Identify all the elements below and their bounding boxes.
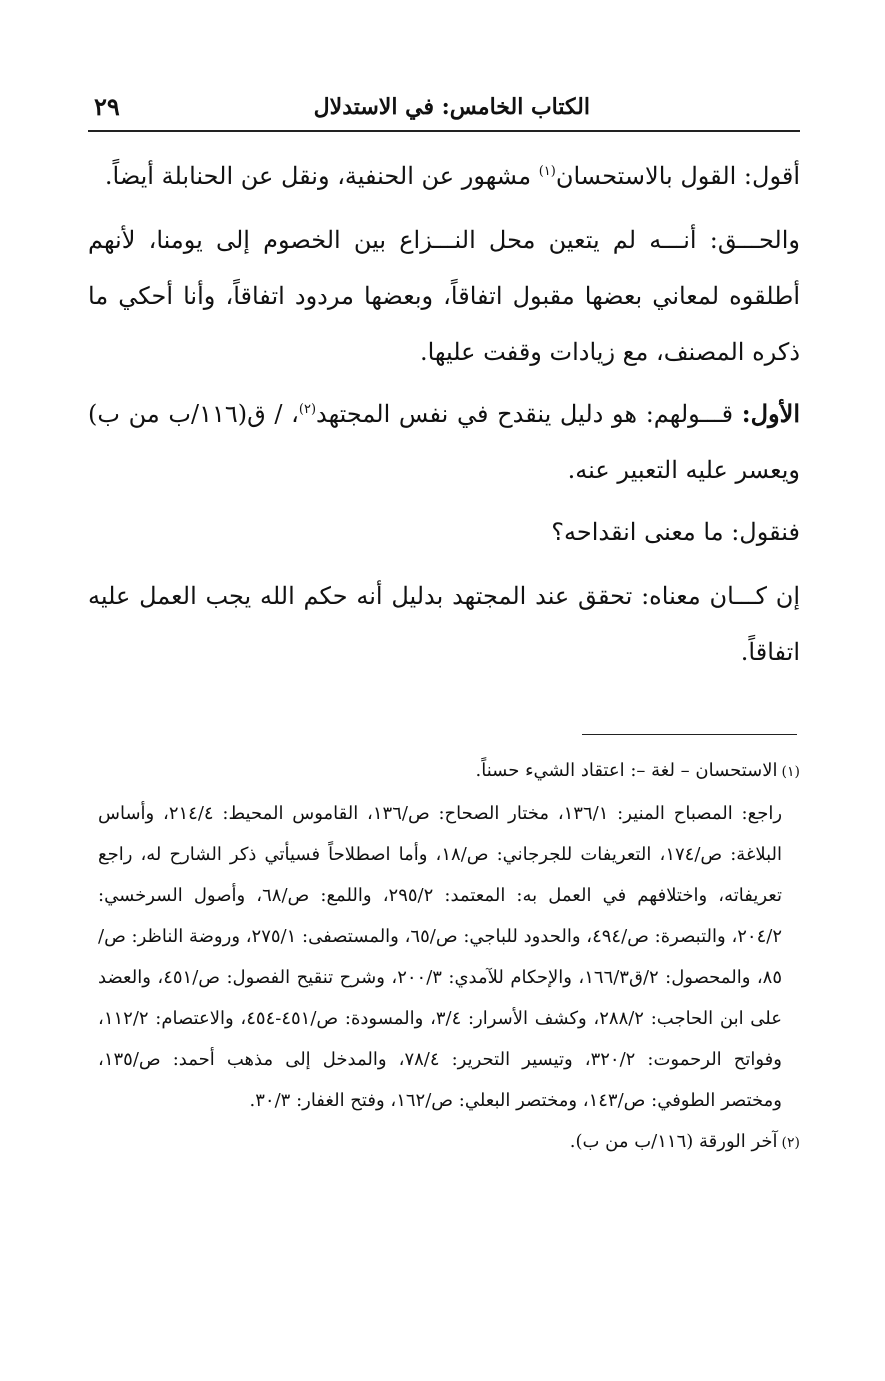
paragraph-3-text: قـــولهم: هو دليل ينقدح في نفس المجتهد bbox=[316, 400, 742, 428]
footnote-2 bbox=[98, 1121, 800, 1164]
footnote-ref-1[interactable]: (١) bbox=[538, 164, 556, 179]
paragraph-1-text-cont: مشهور عن الحنفية، ونقل عن الحنابلة أيضاً. bbox=[104, 162, 539, 190]
footnote-2-number: (٢) bbox=[781, 1135, 800, 1151]
paragraph-1-text: أقول: القول بالاستحسان bbox=[555, 162, 800, 190]
paragraph-3-text-cont: ، / ق(١١٦/ب من ب) ويعسر عليه التعبير عنه. bbox=[88, 400, 800, 484]
footnotes bbox=[98, 750, 800, 1164]
paragraph-2: والحـــق: أنـــه لم يتعين محل النـــزاع بين الخصوم إلى يومنا، لأنهم أطلقوه لمعاني بعضها مقبول اتفاقاً، وبعضها مردود اتفاقاً، وأنا أحكي ما ذكره المصنف، مع زيادات وقفت عليها. bbox=[88, 226, 800, 366]
paragraph-3-lead: الأول: bbox=[741, 399, 800, 428]
footnote-1-title: الاستحسان – لغة –: اعتقاد الشيء حسناً. bbox=[475, 760, 778, 781]
main-text bbox=[88, 148, 800, 686]
paragraph-1 bbox=[88, 148, 800, 204]
footnote-ref-2[interactable]: (٢) bbox=[298, 402, 317, 417]
page-number: ٢٩ bbox=[94, 92, 120, 121]
page-header bbox=[88, 92, 800, 132]
paragraph-5: إن كـــان معناه: تحقق عند المجتهد بدليل أنه حكم الله يجب العمل عليه اتفاقاً. bbox=[88, 582, 800, 666]
footnote-1-body: راجع: المصباح المنير: ١٣٦/١، مختار الصحاح: ص/١٣٦، القاموس المحيط: ٢١٤/٤، وأساس البلاغة: ص/١٧٤، التعريفات للجرجاني: ص/١٨، وأما اصطلاحاً فسيأتي ذكر الشارح له، راجع تعريفاته، واختلافهم في العمل به: المعتمد: ٢٩٥/٢، واللمع: ص/٦٨، وأصول السرخسي: ٢٠٤/٢، والتبصرة: ص/٤٩٤، والحدود للباجي: ص/٦٥، والمستصفى: ٢٧٥/١، وروضة الناظر: ص/٨٥، والمحصول: ٢/ق١٦٦/٣، والإحكام للآمدي: ٢٠٠/٣، وشرح تنقيح الفصول: ص/٤٥١، والعضد على ابن الحاجب: ٢٨٨/٢، وكشف الأسرار: ٣/٤، والمسودة: ص/٤٥١-٤٥٤، والاعتصام: ١١٢/٢، وفواتح الرحموت: ٣٢٠/٢، وتيسير التحرير: ٧٨/٤، والمدخل إلى مذهب أحمد: ص/١٣٥، ومختصر الطوفي: ص/١٤٣، ومختصر البعلي: ص/١٦٢، وفتح الغفار: ٣٠/٣. bbox=[98, 803, 783, 1111]
footnote-separator bbox=[582, 734, 797, 735]
footnote-1-head bbox=[98, 750, 800, 793]
running-title: الكتاب الخامس: في الاستدلال bbox=[313, 94, 590, 120]
paragraph-4: فنقول: ما معنى انقداحه؟ bbox=[551, 518, 800, 546]
footnote-1-number: (١) bbox=[781, 764, 800, 780]
footnote-2-text: آخر الورقة (١١٦/ب من ب). bbox=[569, 1131, 778, 1152]
paragraph-3 bbox=[88, 386, 800, 498]
